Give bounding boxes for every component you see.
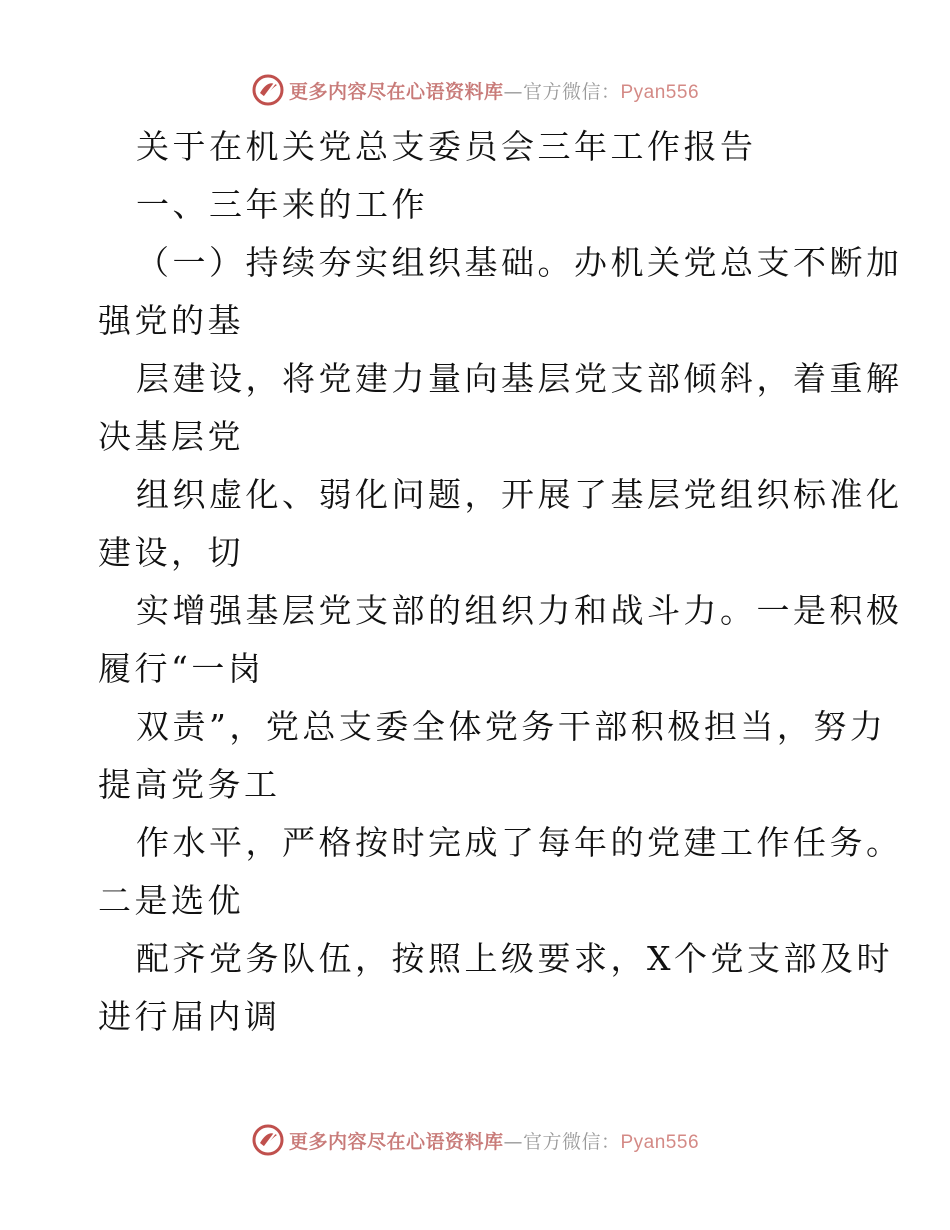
- brand-logo-icon: [251, 73, 285, 107]
- paragraph-line: 建设，切: [98, 533, 244, 572]
- document-body: [98, 118, 903, 1046]
- header-watermark-banner: [0, 70, 950, 110]
- banner-separator: —: [503, 1130, 523, 1153]
- paragraph-line: 履行“一岗: [98, 649, 265, 688]
- paragraph-line: 二是选优: [98, 881, 244, 920]
- paragraph-line: 实增强基层党支部的组织力和战斗力。一是积极: [136, 591, 903, 630]
- banner-separator: —: [503, 80, 523, 103]
- paragraph-line: 组织虚化、弱化问题，开展了基层党组织标准化: [136, 475, 903, 514]
- banner-text: [289, 77, 699, 104]
- banner-site-name: 更多内容尽在心语资料库: [288, 80, 504, 103]
- document-title: 关于在机关党总支委员会三年工作报告: [136, 127, 757, 166]
- banner-wechat-id: Pyan556: [620, 81, 700, 103]
- banner-text: [289, 1127, 699, 1154]
- banner-wechat-label: 官方微信：: [522, 1130, 621, 1153]
- paragraph-line: 配齐党务队伍，按照上级要求，X个党支部及时: [136, 939, 893, 978]
- paragraph-line: 作水平，严格按时完成了每年的党建工作任务。: [136, 823, 903, 862]
- footer-watermark-banner: [0, 1120, 950, 1160]
- paragraph-line: 双责”，党总支委全体党务干部积极担当，努力: [136, 707, 887, 746]
- section-heading: 一、三年来的工作: [136, 185, 428, 224]
- paragraph-line: 提高党务工: [98, 765, 281, 804]
- banner-wechat-label: 官方微信：: [522, 80, 621, 103]
- paragraph-line: 层建设，将党建力量向基层党支部倾斜，着重解: [136, 359, 903, 398]
- brand-logo-icon: [251, 1123, 285, 1157]
- banner-wechat-id: Pyan556: [620, 1131, 700, 1153]
- paragraph-line: 强党的基: [98, 301, 244, 340]
- paragraph-line: 决基层党: [98, 417, 244, 456]
- paragraph-line: 进行届内调: [98, 997, 281, 1036]
- banner-site-name: 更多内容尽在心语资料库: [288, 1130, 504, 1153]
- paragraph-line: （一）持续夯实组织基础。办机关党总支不断加: [136, 243, 903, 282]
